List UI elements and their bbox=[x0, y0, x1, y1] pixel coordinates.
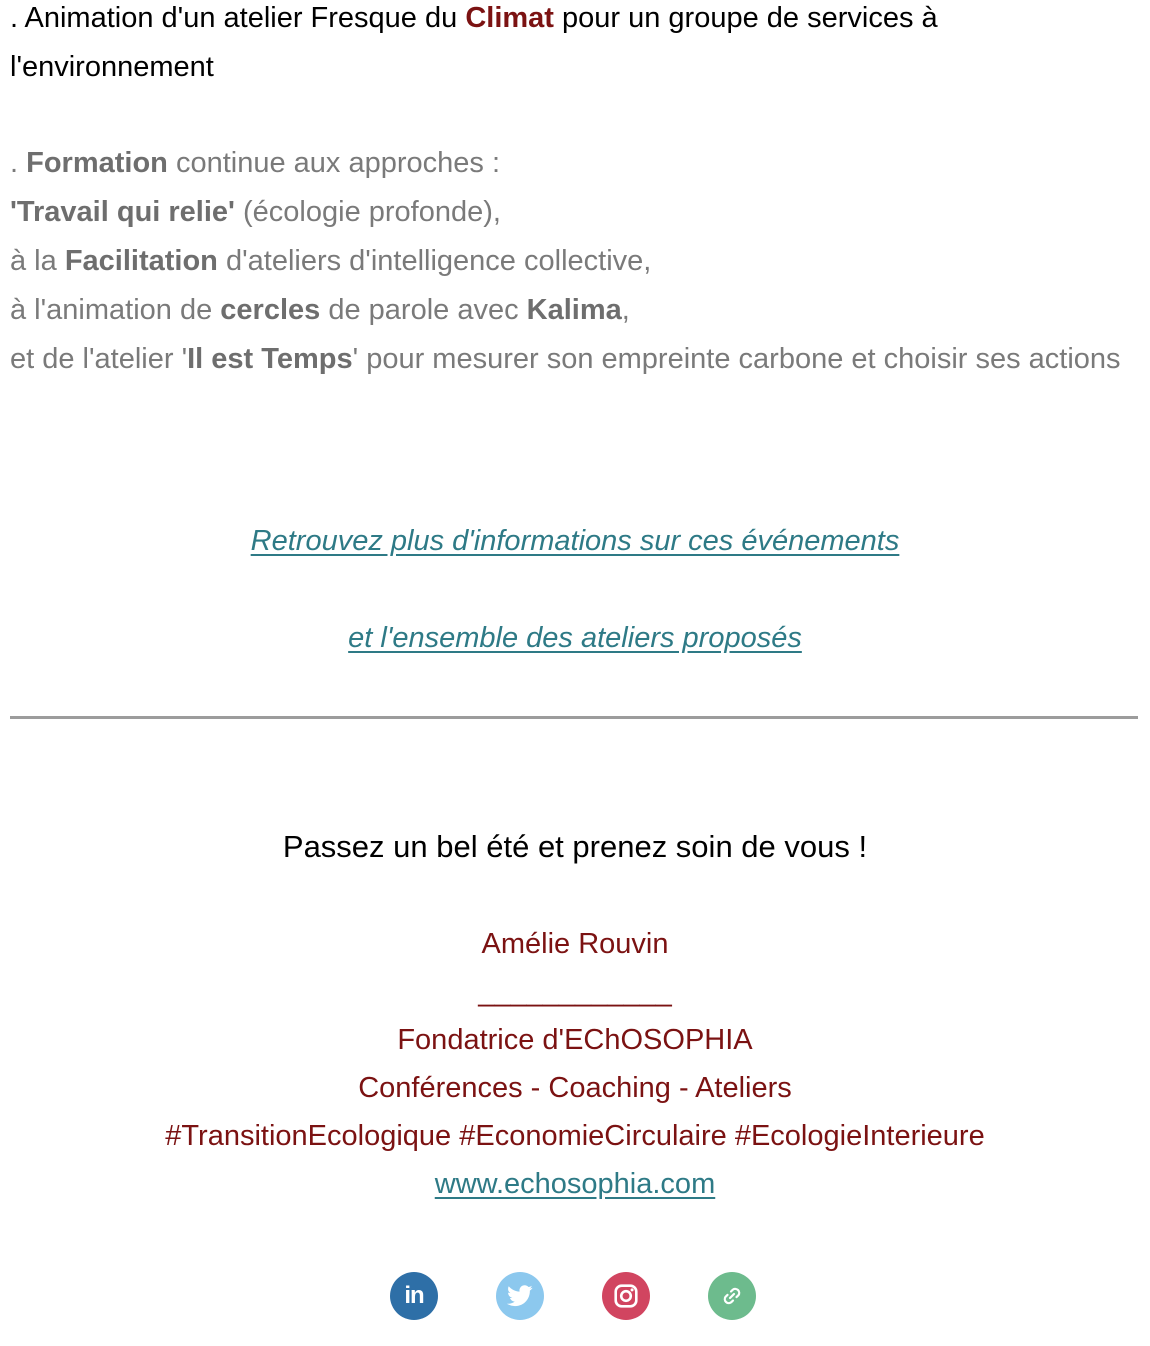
travail-rest: (écologie profonde), bbox=[234, 196, 501, 228]
kalima-bold: Kalima bbox=[526, 294, 622, 326]
linkedin-icon[interactable] bbox=[390, 1272, 438, 1320]
signature-name-block bbox=[0, 920, 1150, 968]
signature-services: Conférences - Coaching - Ateliers bbox=[358, 1072, 792, 1104]
more-info-link[interactable]: Retrouvez plus d'informations sur ces événements bbox=[250, 525, 900, 557]
signature-name: Amélie Rouvin bbox=[481, 928, 669, 960]
signature-details bbox=[0, 1016, 1150, 1160]
activity-text-start: . Animation d'un atelier Fresque du bbox=[10, 2, 466, 34]
temps-rest: ' pour mesurer son empreinte carbone et choisir ses actions bbox=[352, 343, 1121, 375]
cercles-mid: de parole avec bbox=[320, 294, 527, 326]
temps-bold: Il est Temps bbox=[187, 343, 353, 375]
website-link[interactable]: www.echosophia.com bbox=[434, 1168, 716, 1200]
formation-bold: Formation bbox=[26, 147, 168, 179]
divider bbox=[10, 716, 1138, 719]
workshops-line bbox=[0, 614, 1150, 663]
signature-hashtags: #TransitionEcologique #EconomieCirculaire #EcologieInterieure bbox=[165, 1120, 985, 1152]
cercles-pre: à l'animation de bbox=[10, 294, 221, 326]
instagram-camera-icon bbox=[613, 1283, 639, 1309]
signature-separator-block bbox=[0, 968, 1150, 1016]
linkedin-glyph: in bbox=[404, 1282, 424, 1309]
activity-paragraph bbox=[10, 0, 1138, 92]
more-info-line bbox=[0, 517, 1150, 566]
link-icon[interactable] bbox=[708, 1272, 756, 1320]
formation-rest: continue aux approches : bbox=[167, 147, 501, 179]
training-lead: . bbox=[10, 147, 27, 179]
twitter-bird-icon bbox=[507, 1285, 533, 1307]
facilitation-rest: d'ateliers d'intelligence collective, bbox=[217, 245, 652, 277]
facilitation-pre: à la bbox=[10, 245, 65, 277]
temps-pre: et de l'atelier ' bbox=[10, 343, 188, 375]
signature-separator: ____________ bbox=[478, 976, 672, 1008]
cercles-bold: cercles bbox=[220, 294, 321, 326]
chain-link-icon bbox=[720, 1284, 744, 1308]
workshops-link[interactable]: et l'ensemble des ateliers proposés bbox=[348, 622, 802, 654]
instagram-icon[interactable] bbox=[602, 1272, 650, 1320]
travail-bold: 'Travail qui relie' bbox=[10, 196, 235, 228]
signature-role: Fondatrice d'EChOSOPHIA bbox=[397, 1024, 753, 1056]
training-paragraph bbox=[10, 139, 1138, 384]
facilitation-bold: Facilitation bbox=[64, 245, 218, 277]
website-line bbox=[0, 1160, 1150, 1208]
social-icons bbox=[0, 1272, 1150, 1320]
kalima-rest: , bbox=[621, 294, 630, 326]
twitter-icon[interactable] bbox=[496, 1272, 544, 1320]
activity-text-end: pour un groupe de services à l'environnement bbox=[10, 2, 938, 83]
closing-wish: Passez un bel été et prenez soin de vous ! bbox=[282, 829, 868, 864]
climat-highlight: Climat bbox=[465, 2, 554, 34]
